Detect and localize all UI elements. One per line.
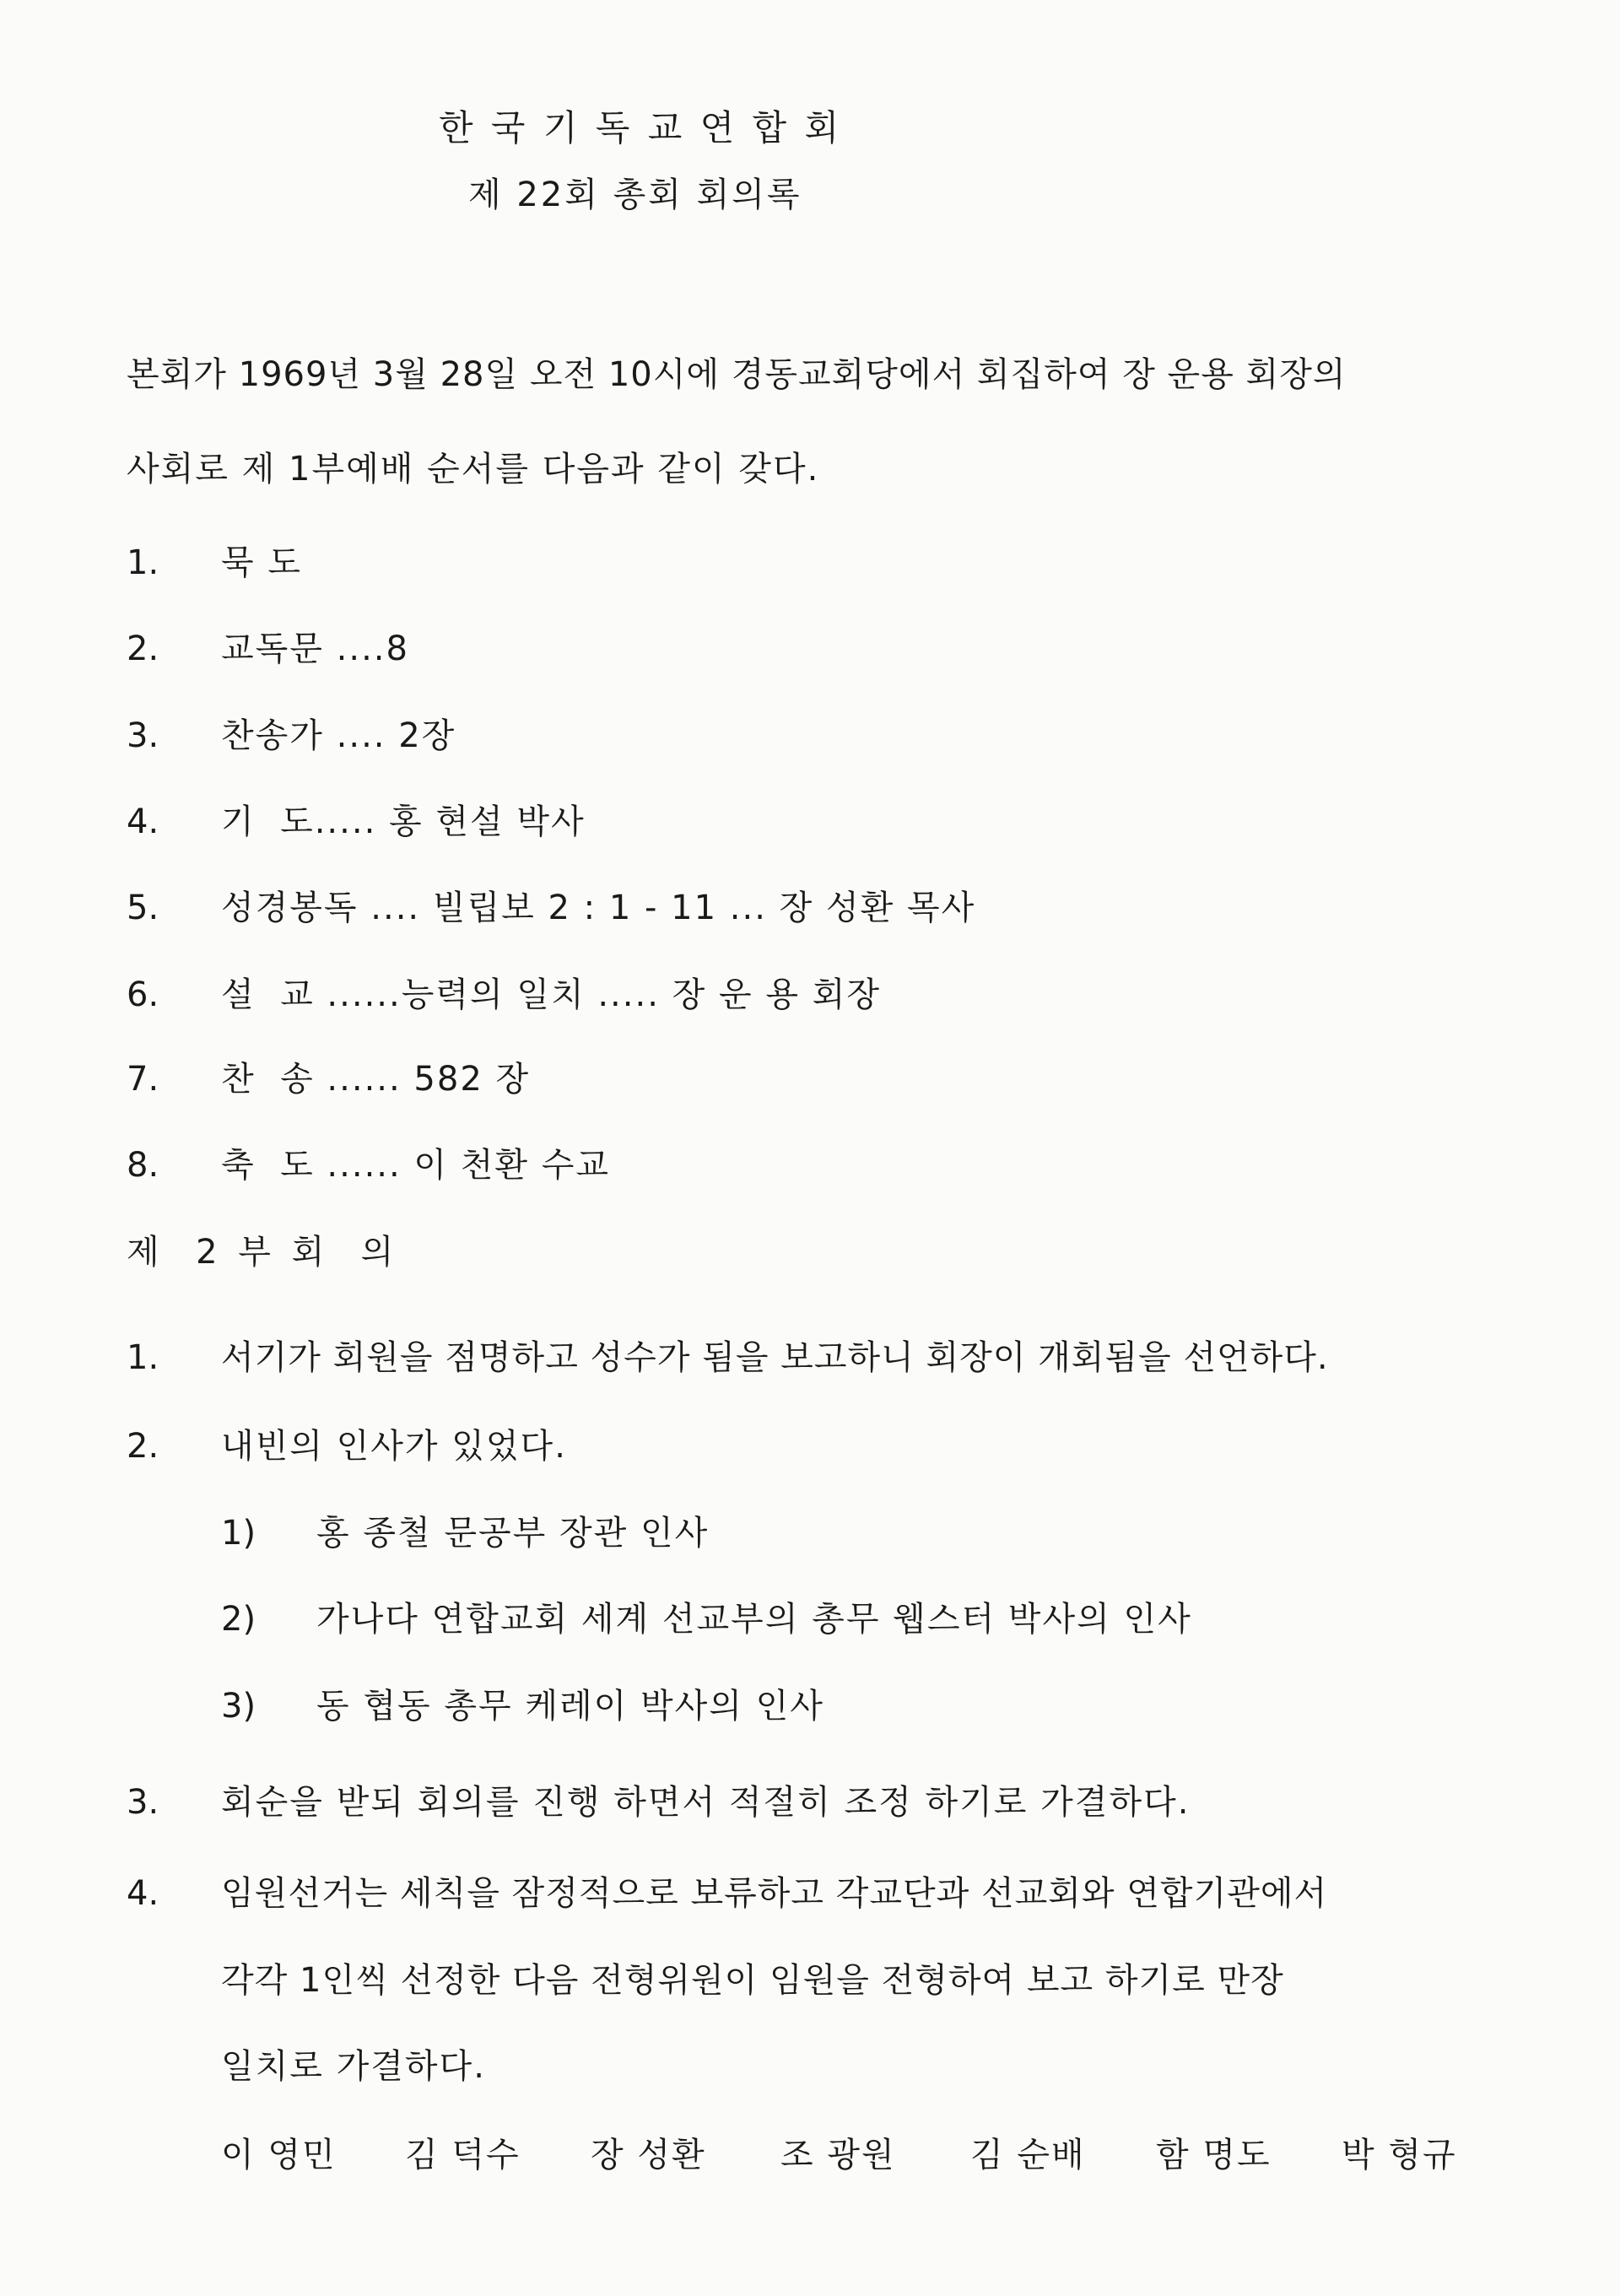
worship-item-text: 축 도 ...... 이 천환 수교 [221,1146,611,1185]
worship-item-text: 성경봉독 .... 빌립보 2 : 1 - 11 ... 장 성환 목사 [221,889,976,927]
committee-member: 조 광원 [780,2136,896,2174]
worship-item-number: 1. [127,543,159,582]
document-subtitle: 제 22회 총회 회의록 [468,176,802,214]
meeting-item-text: 서기가 회원을 점명하고 성수가 됨을 보고하니 회장이 개회됨을 선언하다. [221,1338,1329,1377]
meeting-item-number: 2. [127,1427,159,1466]
committee-member: 김 순배 [970,2136,1086,2174]
greeting-item-number: 3) [221,1687,256,1726]
worship-item-text: 기 도..... 홍 현설 박사 [221,802,586,841]
worship-item-text: 묵 도 [221,543,302,582]
worship-item-text: 교독문 ....8 [221,629,409,668]
worship-item-number: 6. [127,975,159,1014]
greeting-item-number: 1) [221,1514,256,1553]
committee-member: 장 성환 [591,2136,706,2174]
committee-member: 함 명도 [1156,2136,1272,2174]
worship-item-number: 5. [127,889,159,927]
greeting-item-text: 동 협동 총무 케레이 박사의 인사 [316,1687,824,1726]
document-title: 한 국 기 독 교 연 합 회 [439,107,843,149]
worship-item-text: 찬 송 ...... 582 장 [221,1060,531,1099]
worship-item-text: 설 교 ......능력의 일치 ..... 장 운 용 회장 [221,975,881,1014]
worship-item-number: 3. [127,716,159,755]
worship-item-number: 4. [127,802,159,841]
worship-item-text: 찬송가 .... 2장 [221,716,456,755]
meeting-item-text-continued: 일치로 가결하다. [221,2047,486,2086]
committee-member: 이 영민 [221,2136,337,2174]
meeting-item-text: 임원선거는 세칙을 잠정적으로 보류하고 각교단과 선교회와 연합기관에서 [221,1874,1328,1913]
worship-item-number: 7. [127,1060,159,1099]
worship-item-number: 2. [127,629,159,668]
committee-member: 김 덕수 [405,2136,521,2174]
meeting-item-text-continued: 각각 1인씩 선정한 다음 전형위원이 임원을 전형하여 보고 하기로 만장 [221,1961,1284,2000]
meeting-item-number: 1. [127,1338,159,1377]
greeting-item-text: 홍 종철 문공부 장관 인사 [316,1514,710,1553]
committee-member: 박 형규 [1342,2136,1457,2174]
intro-line-2: 사회로 제 1부예배 순서를 다음과 같이 갖다. [127,450,820,489]
meeting-item-text: 회순을 받되 회의를 진행 하면서 적절히 조정 하기로 가결하다. [221,1783,1191,1822]
meeting-item-text: 내빈의 인사가 있었다. [221,1427,567,1466]
worship-item-number: 8. [127,1146,159,1185]
meeting-item-number: 3. [127,1783,159,1822]
intro-line-1: 본회가 1969년 3월 28일 오전 10시에 경동교회당에서 회집하여 장 운용 회장의 [127,355,1347,394]
part2-heading: 제 2 부 회 의 [127,1233,399,1272]
meeting-item-number: 4. [127,1874,159,1913]
greeting-item-text: 가나다 연합교회 세계 선교부의 총무 웹스터 박사의 인사 [316,1600,1192,1639]
greeting-item-number: 2) [221,1600,256,1639]
